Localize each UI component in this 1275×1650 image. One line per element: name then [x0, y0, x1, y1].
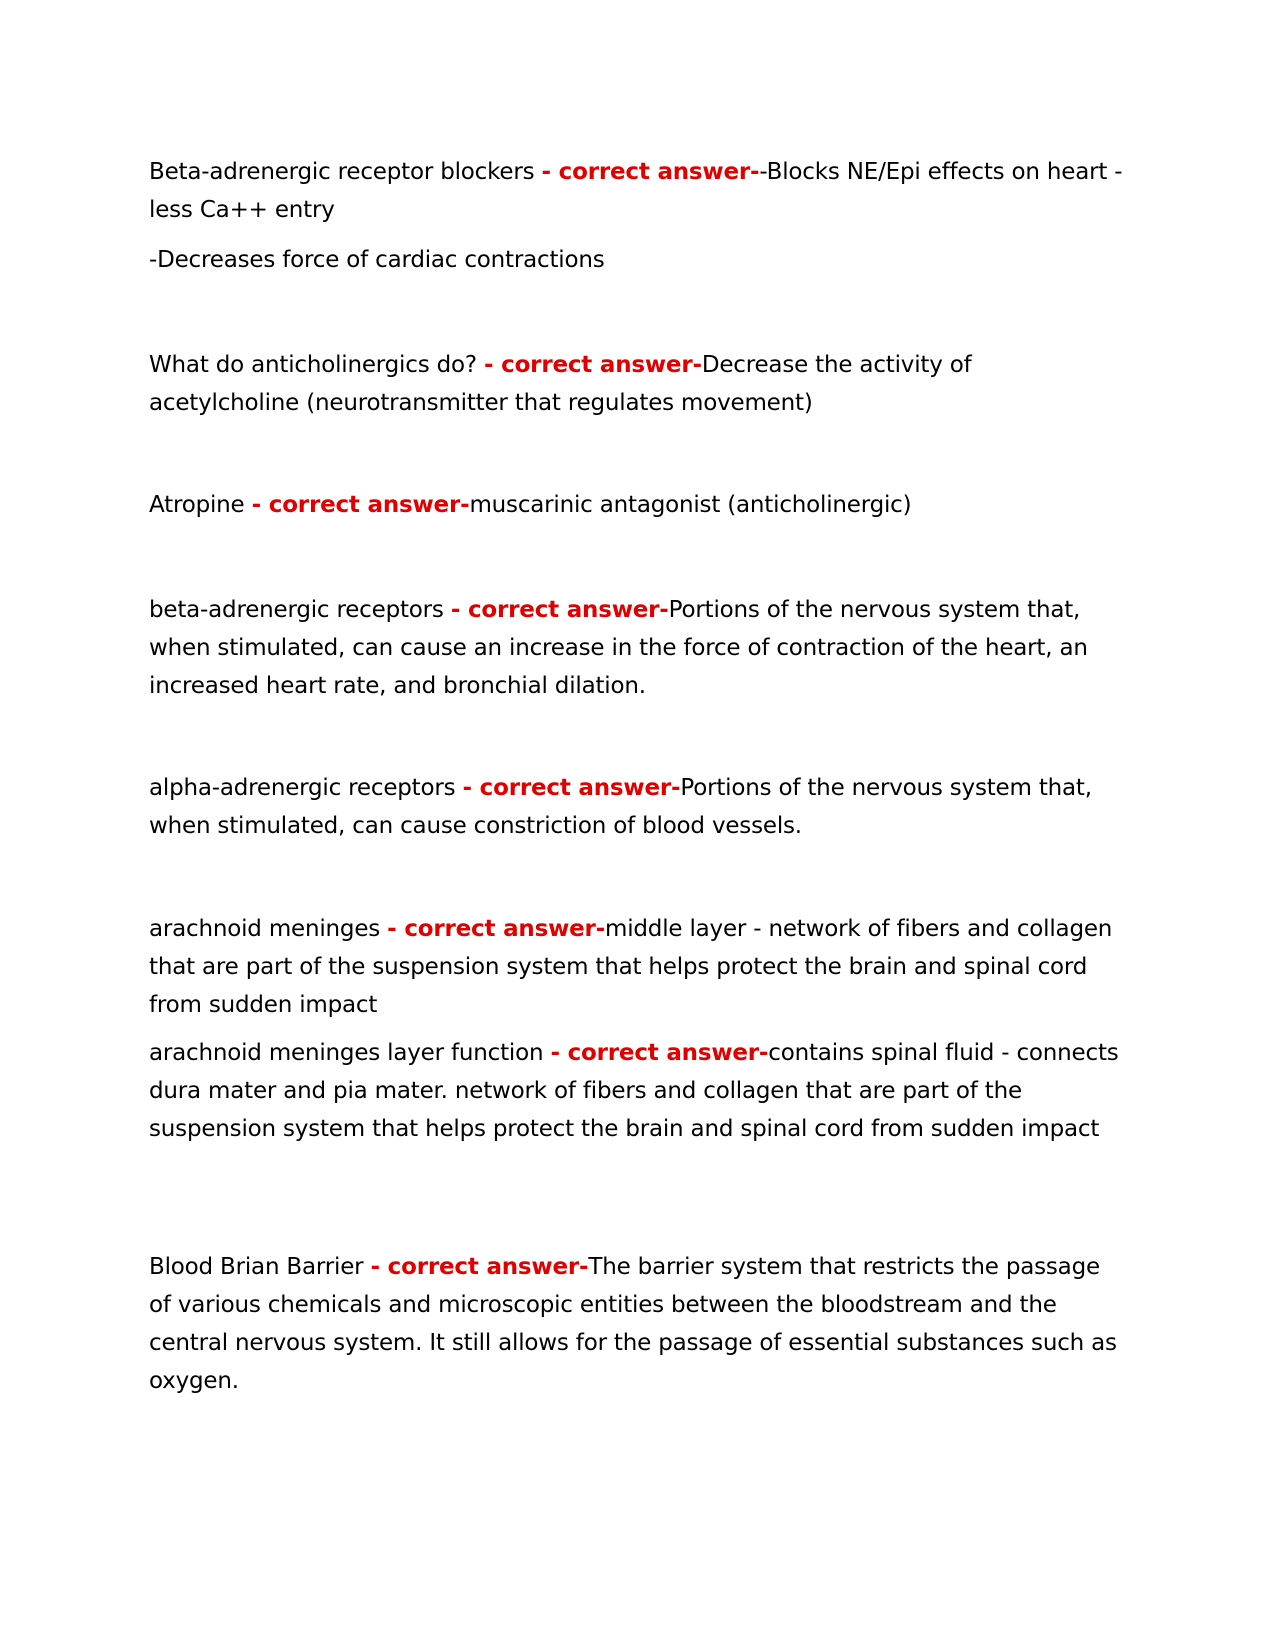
term: arachnoid meninges [149, 916, 388, 942]
term: Beta-adrenergic receptor blockers [149, 159, 542, 185]
definition: The barrier system that restricts the passage of various chemicals and microscopic entities between the bloodstream and the central nervous system. It still allows for the passage of essential substances such as oxygen. [149, 1254, 1117, 1394]
definition: Decrease the activity of acetylcholine (neurotransmitter that regulates movement) [149, 352, 972, 416]
qa-entry-arachnoid-meninges [149, 910, 1124, 1024]
term: Blood Brian Barrier [149, 1254, 371, 1280]
term: Atropine [149, 492, 252, 518]
qa-entry-anticholinergics [149, 346, 1124, 422]
qa-entry-continuation [149, 241, 1124, 279]
qa-entry-arachnoid-function [149, 1034, 1124, 1148]
definition: Portions of the nervous system that, when stimulated, can cause an increase in the force of contraction of the heart, an increased heart rate, and bronchial dilation. [149, 597, 1088, 699]
term: What do anticholinergics do? [149, 352, 484, 378]
qa-entry-beta-receptors [149, 591, 1124, 705]
definition: Portions of the nervous system that, when stimulated, can cause constriction of blood vessels. [149, 775, 1092, 839]
definition: middle layer - network of fibers and collagen that are part of the suspension system that helps protect the brain and spinal cord from sudden impact [149, 916, 1113, 1018]
qa-entry-blood-brain-barrier [149, 1248, 1124, 1400]
answer-separator: - correct answer- [550, 1040, 769, 1066]
qa-entry-alpha-receptors [149, 769, 1124, 845]
answer-separator: - correct answer- [462, 775, 681, 801]
qa-entry-atropine [149, 486, 1124, 524]
answer-separator: - correct answer- [450, 597, 669, 623]
term: alpha-adrenergic receptors [149, 775, 463, 801]
term: beta-adrenergic receptors [149, 597, 451, 623]
definition: contains spinal fluid - connects dura mater and pia mater. network of fibers and collagen that are part of the suspension system that helps protect the brain and spinal cord from sudden impact [149, 1040, 1119, 1142]
definition: -Blocks NE/Epi effects on heart - less Ca++ entry [149, 159, 1123, 223]
answer-separator: - correct answer- [251, 492, 470, 518]
answer-separator: - correct answer- [387, 916, 606, 942]
answer-separator: - correct answer- [483, 352, 702, 378]
qa-entry-beta-blockers [149, 153, 1124, 229]
definition: muscarinic antagonist (anticholinergic) [469, 492, 912, 518]
answer-separator: - correct answer- [541, 159, 760, 185]
answer-separator: - correct answer- [370, 1254, 589, 1280]
term: arachnoid meninges layer function [149, 1040, 551, 1066]
definition: -Decreases force of cardiac contractions [149, 247, 605, 273]
